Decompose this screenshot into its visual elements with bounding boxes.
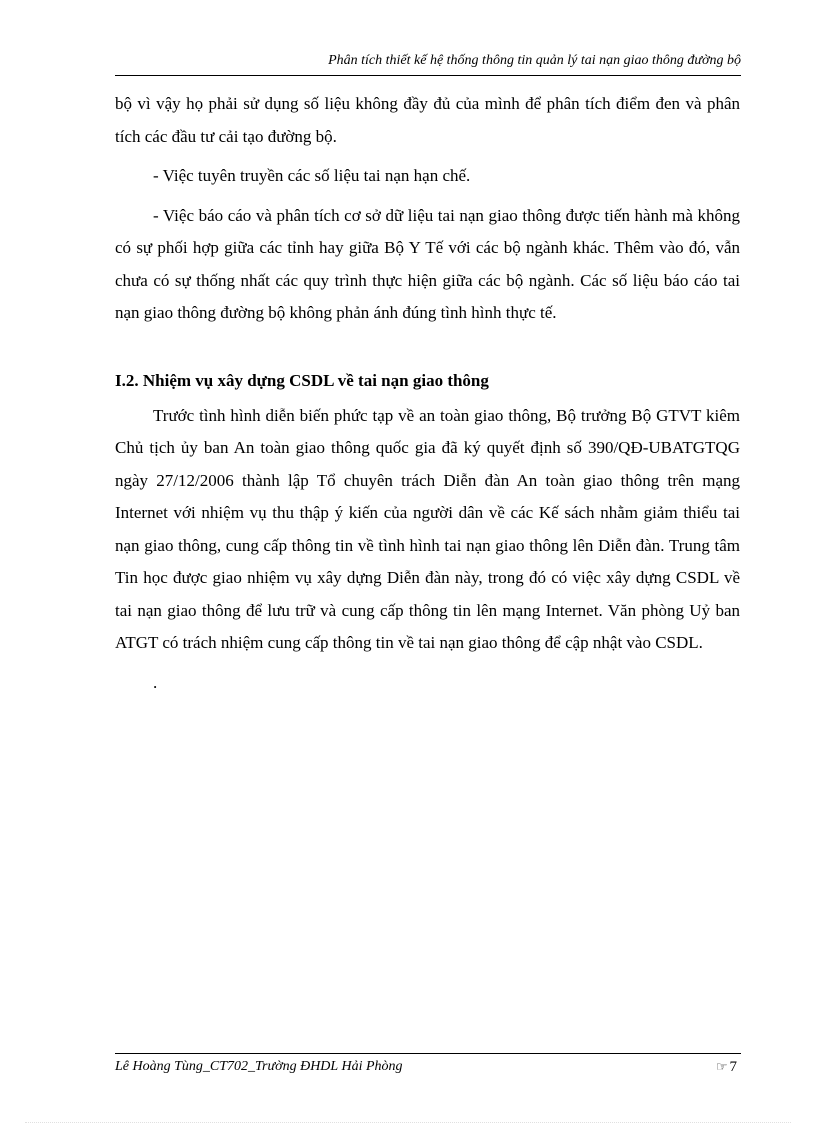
- paragraph-mission: Trước tình hình diễn biến phức tạp về an toàn giao thông, Bộ trưởng Bộ GTVT kiêm Chủ tịch ủy ban An toàn giao thông quốc gia đã ký quyết định số 390/QĐ-UBATGTQG ngày 27/12/2006 thành lập Tổ chuyên trách Diễn đàn An toàn giao thông trên mạng Internet với nhiệm vụ thu thập ý kiến của người dân về các Kế sách nhằm giảm thiểu tai nạn giao thông, cung cấp thông tin về tình hình tai nạn giao thông lên Diễn đàn. Trung tâm Tin học được giao nhiệm vụ xây dựng Diễn đàn này, trong đó có việc xây dựng CSDL về tai nạn giao thông để lưu trữ và cung cấp thông tin lên mạng Internet. Văn phòng Uỷ ban ATGT có trách nhiệm cung cấp thông tin về tai nạn giao thông để cập nhật vào CSDL.: [115, 405, 740, 652]
- page-body: [115, 88, 740, 699]
- trailing-dot: .: [153, 672, 158, 692]
- pointing-hand-icon: ☞: [715, 1059, 728, 1074]
- header-divider: [115, 75, 741, 76]
- page-number-block: [716, 1057, 737, 1077]
- bullet-paragraph-reporting: - Việc báo cáo và phân tích cơ sở dữ liệu tai nạn giao thông được tiến hành mà không có sự phối hợp giữa các tỉnh hay giữa Bộ Y Tế với các bộ ngành khác. Thêm vào đó, vẫn chưa có sự thống nhất các quy trình thực hiện giữa các bộ ngành. Các số liệu báo cáo tai nạn giao thông đường bộ không phản ánh đúng tình hình thực tế.: [115, 205, 740, 322]
- footer-divider: [115, 1053, 741, 1054]
- footer-author: Lê Hoàng Tùng_CT702_Trường ĐHDL Hải Phòng: [115, 1059, 403, 1074]
- page-footer: [115, 1057, 741, 1077]
- section-heading: I.2. Nhiệm vụ xây dựng CSDL về tai nạn giao thông: [115, 370, 489, 390]
- page-number: 7: [729, 1059, 737, 1075]
- bullet-paragraph-promotion: - Việc tuyên truyền các số liệu tai nạn hạn chế.: [153, 166, 471, 185]
- paragraph-continuation: bộ vì vậy họ phải sử dụng số liệu không đầy đủ của mình để phân tích điểm đen và phân tích các đầu tư cải tạo đường bộ.: [115, 94, 740, 146]
- running-header: Phân tích thiết kế hệ thống thông tin quản lý tai nạn giao thông đường bộ: [328, 53, 741, 68]
